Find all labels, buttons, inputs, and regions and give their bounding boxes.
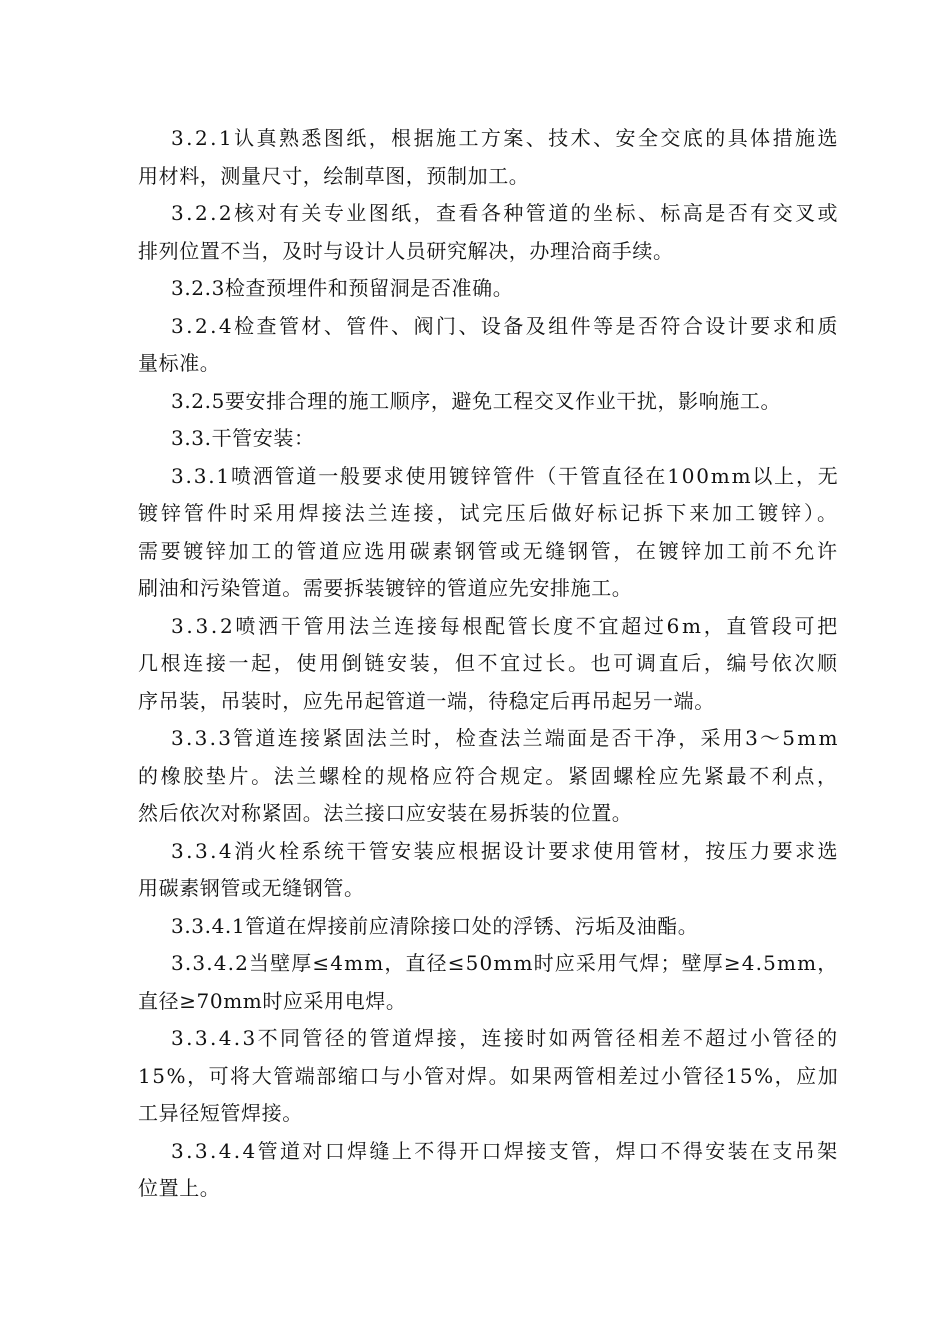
text-line: 的橡胶垫片。法兰螺栓的规格应符合规定。紧固螺栓应先紧最不利点， [138,763,840,788]
text-line: 3.2.5要安排合理的施工顺序，避免工程交叉作业干扰，影响施工。 [171,388,782,413]
text-line: 3.3.4.2当壁厚≤4mm，直径≤50mm时应采用气焊；壁厚≥4.5mm， [171,951,839,975]
paragraph [138,945,838,1020]
text-line: 3.2.1认真熟悉图纸，根据施工方案、技术、安全交底的具体措施选 [171,126,840,150]
text-line: 排列位置不当，及时与设计人员研究解决，办理洽商手续。 [138,238,674,263]
text-line: 几根连接一起，使用倒链安装，但不宜过长。也可调直后，编号依次顺 [138,651,840,675]
text-line: 3.3.4消火栓系统干管安装应根据设计要求使用管材，按压力要求选 [171,838,840,863]
text-line: 镀锌管件时采用焊接法兰连接，试完压后做好标记拆下来加工镀锌）。 [138,501,840,525]
text-line: 刷油和污染管道。需要拆装镀锌的管道应先安排施工。 [138,576,633,600]
text-line: 3.3.4.4管道对口焊缝上不得开口焊接支管，焊口不得安装在支吊架 [171,1138,840,1163]
paragraph [138,608,838,721]
paragraph [138,270,838,308]
text-line: 3.2.2核对有关专业图纸，查看各种管道的坐标、标高是否有交叉或 [171,201,840,225]
paragraph [138,833,838,908]
text-line: 直径≥70mm时应采用电焊。 [138,988,407,1013]
text-line: 15%，可将大管端部缩口与小管对焊。如果两管相差过小管径15%，应加 [138,1063,840,1088]
text-line: 3.3.2喷洒干管用法兰连接每根配管长度不宜超过6m，直管段可把 [171,613,840,638]
text-line: 需要镀锌加工的管道应选用碳素钢管或无缝钢管，在镀锌加工前不允许 [138,538,840,563]
text-line: 3.3.3管道连接紧固法兰时，检查法兰端面是否干净，采用3～5mm [171,726,840,750]
text-line: 量标准。 [138,351,221,375]
text-line: 3.3.1喷洒管道一般要求使用镀锌管件（干管直径在100mm以上，无 [171,463,840,488]
text-line: 位置上。 [138,1176,221,1200]
paragraph [138,383,838,421]
paragraph [138,195,838,270]
paragraph [138,720,838,833]
text-line: 3.3.4.1管道在焊接前应清除接口处的浮锈、污垢及油酯。 [171,913,699,938]
text-line: 用碳素钢管或无缝钢管。 [138,876,365,900]
paragraph [138,1133,838,1208]
text-line: 3.3.干管安装： [171,426,315,450]
paragraph [138,1020,838,1133]
paragraph [138,308,838,383]
document-body [138,120,838,1208]
text-line: 序吊装，吊装时，应先吊起管道一端，待稳定后再吊起另一端。 [138,688,715,713]
text-line: 然后依次对称紧固。法兰接口应安装在易拆装的位置。 [138,801,633,825]
text-line: 3.2.3检查预埋件和预留洞是否准确。 [171,276,514,300]
text-line: 工异径短管焊接。 [138,1101,303,1125]
paragraph [138,908,838,946]
text-line: 用材料，测量尺寸，绘制草图，预制加工。 [138,163,530,188]
paragraph [138,458,838,608]
paragraph [138,120,838,195]
paragraph [138,420,838,458]
text-line: 3.3.4.3不同管径的管道焊接，连接时如两管径相差不超过小管径的 [171,1026,840,1050]
text-line: 3.2.4检查管材、管件、阀门、设备及组件等是否符合设计要求和质 [171,313,840,338]
